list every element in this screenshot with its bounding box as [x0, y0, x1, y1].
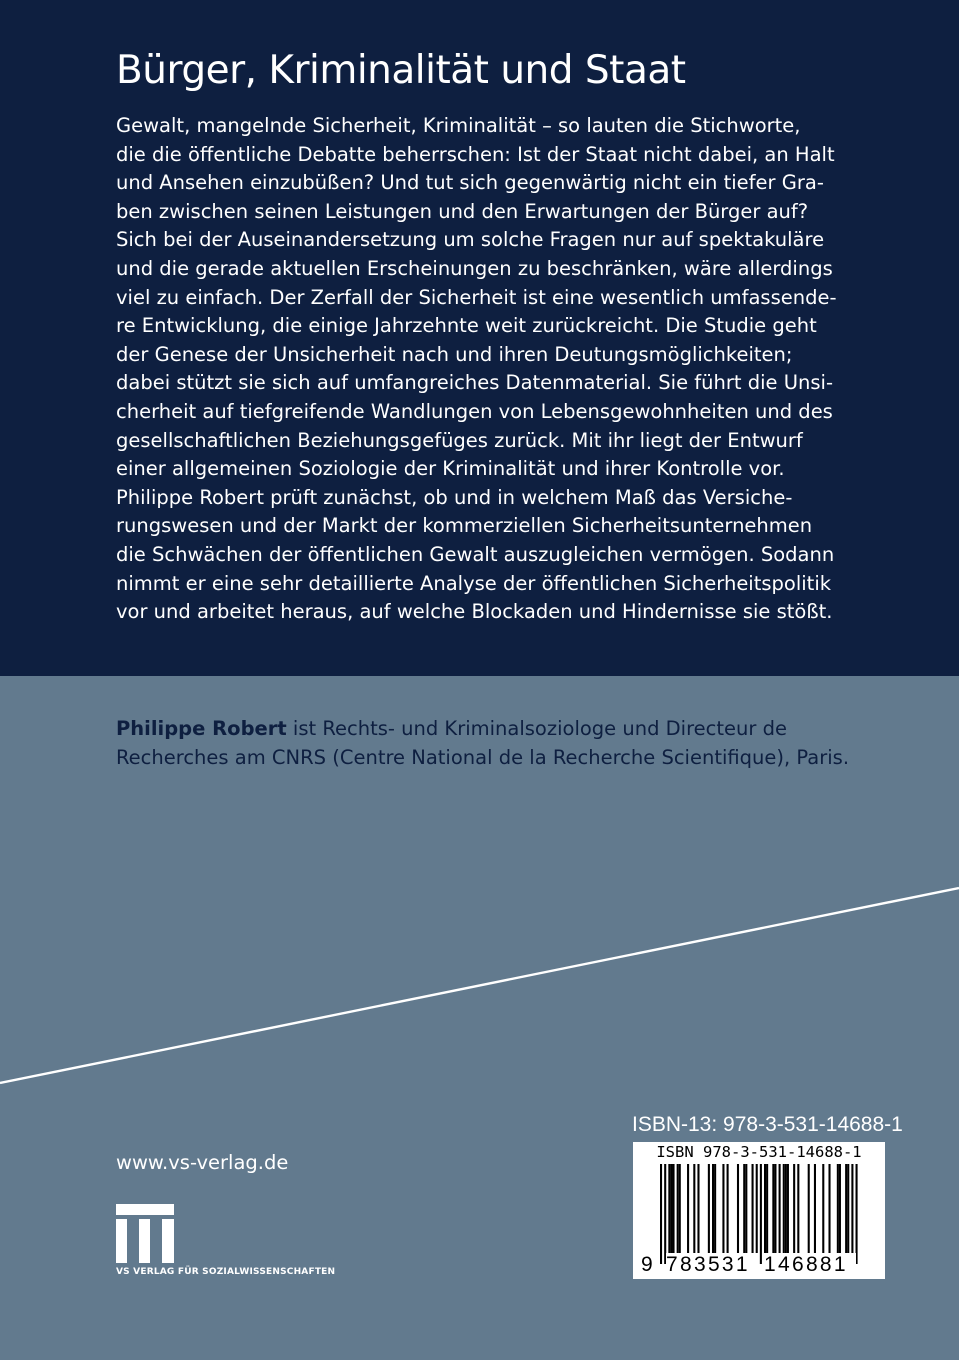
blurb-line: Philippe Robert prüft zunächst, ob und in welchem Maß das Versiche- [116, 485, 793, 509]
author-bio-line [116, 714, 906, 743]
barcode-first-digit: 9 [641, 1253, 653, 1276]
blurb-line: nimmt er eine sehr detaillierte Analyse der öffentlichen Sicherheitspolitik [116, 571, 832, 595]
barcode-bar [677, 1164, 679, 1254]
barcode-bar [745, 1164, 747, 1254]
barcode-bar [672, 1164, 674, 1254]
barcode-bar [808, 1164, 810, 1254]
vs-verlag-logo-icon [116, 1204, 176, 1264]
barcode-bar [722, 1164, 724, 1254]
barcode-bar [670, 1164, 672, 1254]
isbn-label: ISBN-13: 978-3-531-14688-1 [632, 1113, 903, 1136]
blurb-line: und Ansehen einzubüßen? Und tut sich gegenwärtig nicht ein tiefer Gra- [116, 171, 824, 195]
barcode-isbn-text: ISBN 978-3-531-14688-1 [656, 1143, 862, 1161]
blurb-line: rungswesen und der Markt der kommerziellen Sicherheitsunternehmen [116, 514, 813, 538]
barcode-bar [774, 1164, 776, 1254]
book-title: Bürger, Kriminalität und Staat [116, 48, 686, 93]
barcode-bar [822, 1164, 824, 1254]
publisher-website[interactable]: www.vs-verlag.de [116, 1151, 289, 1174]
barcode-bar [766, 1164, 768, 1254]
barcode-bar [727, 1164, 729, 1254]
barcode-bar [814, 1164, 816, 1254]
blurb-line: ben zwischen seinen Leistungen und den Erwartungen der Bürger auf? [116, 199, 809, 223]
barcode-bar [668, 1164, 670, 1254]
publisher-logo [116, 1204, 356, 1284]
barcode-bar [760, 1164, 762, 1264]
blurb-line: vor und arbeitet heraus, auf welche Blockaden und Hindernisse sie stößt. [116, 600, 833, 624]
barcode-bar [708, 1164, 710, 1254]
barcode-bar [737, 1164, 739, 1254]
author-bio-line: Recherches am CNRS (Centre National de la Recherche Scientifique), Paris. [116, 746, 850, 769]
blurb-line: re Entwicklung, die einige Jahrzehnte weit zurückreicht. Die Studie geht [116, 314, 817, 338]
blurb-line: cherheit auf tiefgreifende Wandlungen von Lebensgewohnheiten und des [116, 399, 833, 423]
blurb-line: einer allgemeinen Soziologie der Kriminalität und ihrer Kontrolle vor. [116, 457, 785, 481]
barcode-bar [664, 1164, 666, 1264]
barcode-bar [752, 1164, 754, 1254]
barcode-bar [764, 1164, 766, 1254]
blurb-line: viel zu einfach. Der Zerfall der Sicherheit ist eine wesentlich umfassende- [116, 285, 837, 309]
barcode-bar [714, 1164, 716, 1254]
blurb-line: gesellschaftlichen Beziehungsgefüges zurück. Mit ihr liegt der Entwurf [116, 428, 803, 452]
barcode-bar [839, 1164, 841, 1254]
barcode-bar [847, 1164, 849, 1254]
author-bio-rest: ist Rechts- und Kriminalsoziologe und Directeur de [286, 717, 787, 740]
author-bio [116, 714, 906, 772]
barcode-bar [837, 1164, 839, 1254]
barcode-bar [793, 1164, 795, 1254]
barcode [633, 1142, 885, 1279]
barcode-bar [797, 1164, 799, 1254]
blurb-line: Gewalt, mangelnde Sicherheit, Kriminalität – so lauten die Stichworte, [116, 114, 801, 137]
blurb-line: dabei stützt sie sich auf umfangreiches Datenmaterial. Sie führt die Unsi- [116, 371, 833, 395]
barcode-bar [772, 1164, 774, 1254]
barcode-bar [743, 1164, 745, 1254]
barcode-bar [856, 1164, 858, 1264]
barcode-bar [779, 1164, 781, 1254]
barcode-bar [679, 1164, 681, 1254]
barcode-bar [787, 1164, 789, 1254]
barcode-bar [785, 1164, 787, 1254]
blurb-text [116, 112, 881, 627]
blurb-line: Sich bei der Auseinandersetzung um solche Fragen nur auf spektakuläre [116, 228, 825, 252]
barcode-bar [828, 1164, 830, 1254]
blurb-line: der Genese der Unsicherheit nach und ihren Deutungsmöglichkeiten; [116, 342, 793, 366]
barcode-bar [697, 1164, 699, 1254]
blurb-line: und die gerade aktuellen Erscheinungen zu beschränken, wäre allerdings [116, 256, 833, 280]
barcode-bar [845, 1164, 847, 1254]
barcode-bar [783, 1164, 785, 1254]
blurb-line: die Schwächen der öffentlichen Gewalt auszugleichen vermögen. Sodann [116, 542, 835, 566]
barcode-right-digits: 146881 [764, 1253, 856, 1277]
publisher-logo-text: VS VERLAG FÜR SOZIALWISSENSCHAFTEN [116, 1267, 336, 1277]
author-name: Philippe Robert [116, 717, 287, 740]
barcode-bar [693, 1164, 695, 1254]
barcode-bar [851, 1164, 853, 1264]
blurb-line: die die öffentliche Debatte beherrschen: Ist der Staat nicht dabei, an Halt [116, 142, 835, 166]
barcode-bar [756, 1164, 758, 1264]
barcode-left-digits: 783531 [666, 1253, 758, 1277]
barcode-bar [712, 1164, 714, 1254]
barcode-bar [687, 1164, 689, 1254]
barcode-bar [660, 1164, 662, 1264]
